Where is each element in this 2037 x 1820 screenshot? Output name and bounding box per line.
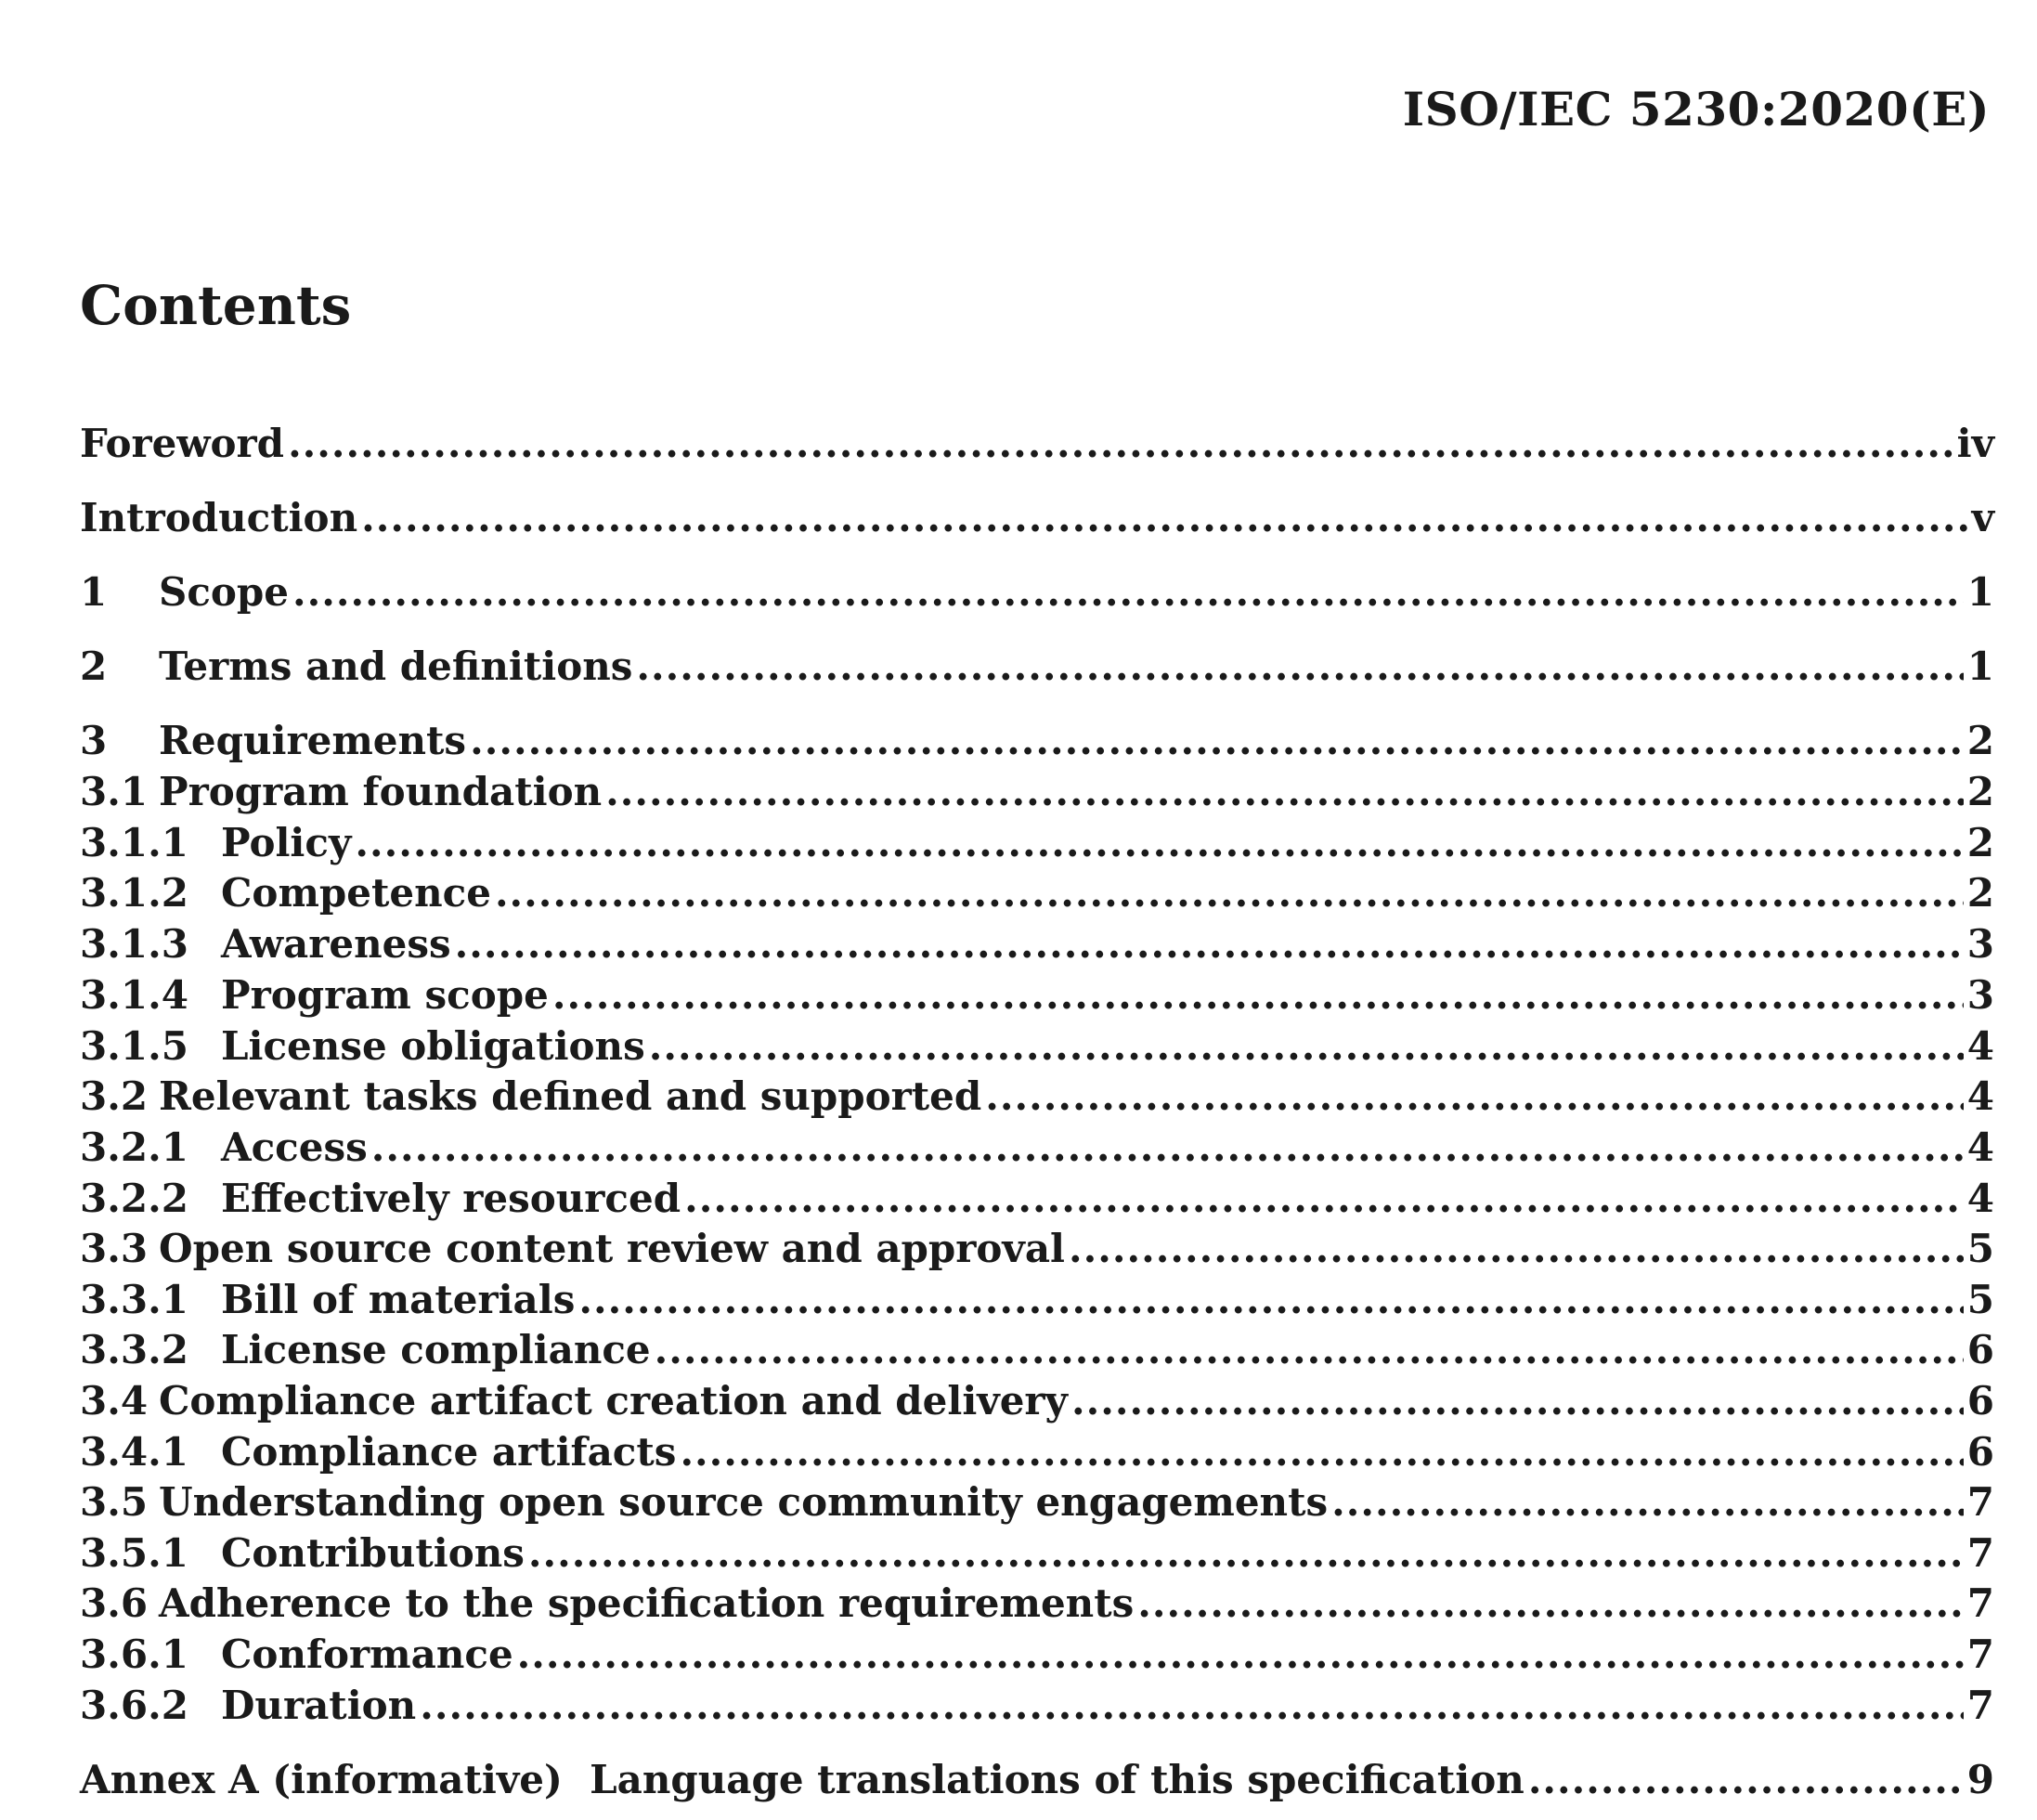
- dot-leader: [517, 1632, 1964, 1677]
- toc-entry-2[interactable]: [80, 644, 1994, 696]
- toc-entry-annex-a[interactable]: [80, 1757, 1994, 1809]
- toc-entry-3-6-1[interactable]: [80, 1632, 1994, 1684]
- toc-entry-3-6-2[interactable]: [80, 1683, 1994, 1735]
- toc-entry-number: 3.6.1: [80, 1632, 188, 1677]
- toc-entry-3-5[interactable]: [80, 1479, 1994, 1531]
- contents-heading: Contents: [80, 274, 352, 337]
- toc-entry-3-4[interactable]: [80, 1378, 1994, 1430]
- dot-leader: [528, 1530, 1964, 1576]
- toc-entry-number: 3.3: [80, 1226, 149, 1271]
- toc-entry-title: Effectively resourced: [221, 1176, 681, 1221]
- toc-entry-page: 5: [1966, 1277, 1994, 1322]
- toc-entry-title: Awareness: [221, 921, 451, 967]
- toc-entry-3-2-2[interactable]: [80, 1176, 1994, 1228]
- toc-entry-1[interactable]: [80, 569, 1994, 621]
- toc-entry-page: 9: [1966, 1757, 1994, 1802]
- dot-leader: [355, 820, 1963, 865]
- toc-entry-page: 3: [1966, 921, 1994, 967]
- toc-entry-number: 3.3.2: [80, 1327, 188, 1372]
- dot-leader: [1331, 1479, 1964, 1525]
- toc-entry-page: 2: [1966, 870, 1994, 916]
- toc-entry-page: iv: [1956, 421, 1994, 466]
- toc-entry-page: 2: [1966, 718, 1994, 763]
- toc-entry-3-3-1[interactable]: [80, 1277, 1994, 1329]
- toc-entry-page: 6: [1966, 1429, 1994, 1475]
- dot-leader: [292, 569, 1964, 615]
- dot-leader: [1069, 1226, 1964, 1271]
- toc-entry-number: 3.6: [80, 1580, 149, 1626]
- dot-leader: [371, 1124, 1964, 1170]
- toc-entry-number: 2: [80, 644, 108, 689]
- toc-entry-title: Duration: [221, 1683, 417, 1728]
- toc-entry-title: Policy: [221, 820, 352, 865]
- toc-entry-title: Compliance artifact creation and delivery: [159, 1378, 1068, 1424]
- dot-leader: [470, 718, 1964, 763]
- dot-leader: [684, 1176, 1964, 1221]
- dot-leader: [288, 421, 1953, 466]
- toc-entry-number: 3.1: [80, 769, 149, 814]
- toc-entry-number: 1: [80, 569, 108, 615]
- toc-entry-title: Annex A (informative) Language translations of this specification: [80, 1757, 1525, 1802]
- toc-entry-page: 4: [1966, 1073, 1994, 1119]
- toc-entry-number: 3.4.1: [80, 1429, 188, 1475]
- toc-entry-page: 7: [1966, 1580, 1994, 1626]
- toc-entry-number: 3.5.1: [80, 1530, 188, 1576]
- toc-entry-page: 3: [1966, 972, 1994, 1018]
- dot-leader: [636, 644, 1963, 689]
- toc-entry-page: 7: [1966, 1683, 1994, 1728]
- toc-entry-page: v: [1971, 495, 1994, 540]
- toc-entry-introduction[interactable]: [80, 495, 1994, 547]
- toc-entry-title: Requirements: [159, 718, 467, 763]
- toc-entry-number: 3.3.1: [80, 1277, 188, 1322]
- dot-leader: [985, 1073, 1964, 1119]
- toc-entry-title: Conformance: [221, 1632, 513, 1677]
- toc-entry-page: 6: [1966, 1378, 1994, 1424]
- toc-entry-title: Adherence to the specification requirements: [159, 1580, 1135, 1626]
- toc-entry-page: 7: [1966, 1530, 1994, 1576]
- dot-leader: [655, 1327, 1964, 1372]
- dot-leader: [680, 1429, 1963, 1475]
- toc-entry-number: 3.1.4: [80, 972, 188, 1018]
- dot-leader: [578, 1277, 1963, 1322]
- toc-entry-3-3-2[interactable]: [80, 1327, 1994, 1379]
- toc-entry-page: 4: [1966, 1124, 1994, 1170]
- toc-entry-page: 1: [1966, 569, 1994, 615]
- toc-entry-title: Relevant tasks defined and supported: [159, 1073, 982, 1119]
- toc-entry-title: Foreword: [80, 421, 285, 466]
- toc-entry-title: Terms and definitions: [159, 644, 633, 689]
- toc-entry-title: Program scope: [221, 972, 549, 1018]
- dot-leader: [420, 1683, 1964, 1728]
- toc-entry-3-1[interactable]: [80, 769, 1994, 821]
- toc-entry-page: 7: [1966, 1479, 1994, 1525]
- toc-entry-number: 3.6.2: [80, 1683, 188, 1728]
- toc-entry-3-1-1[interactable]: [80, 820, 1994, 872]
- toc-entry-title: License compliance: [221, 1327, 651, 1372]
- toc-entry-title: Introduction: [80, 495, 358, 540]
- dot-leader: [455, 921, 1964, 967]
- toc-entry-page: 4: [1966, 1023, 1994, 1069]
- toc-entry-foreword[interactable]: [80, 421, 1994, 473]
- toc-entry-title: Access: [221, 1124, 368, 1170]
- toc-entry-page: 2: [1966, 769, 1994, 814]
- toc-entry-number: 3.1.1: [80, 820, 188, 865]
- toc-entry-title: Open source content review and approval: [159, 1226, 1065, 1271]
- toc-entry-title: License obligations: [221, 1023, 645, 1069]
- toc-entry-3-6[interactable]: [80, 1580, 1994, 1632]
- dot-leader: [649, 1023, 1964, 1069]
- toc-entry-3-4-1[interactable]: [80, 1429, 1994, 1481]
- toc-entry-title: Competence: [221, 870, 491, 916]
- toc-entry-3-5-1[interactable]: [80, 1530, 1994, 1582]
- toc-entry-number: 3.5: [80, 1479, 149, 1525]
- toc-entry-3-2-1[interactable]: [80, 1124, 1994, 1176]
- toc-entry-title: Bill of materials: [221, 1277, 576, 1322]
- toc-entry-number: 3: [80, 718, 108, 763]
- document-id: ISO/IEC 5230:2020(E): [1402, 82, 1990, 136]
- toc-entry-3-1-2[interactable]: [80, 870, 1994, 922]
- dot-leader: [552, 972, 1964, 1018]
- toc-entry-number: 3.2: [80, 1073, 149, 1119]
- dot-leader: [1528, 1757, 1964, 1802]
- toc-entry-number: 3.1.5: [80, 1023, 188, 1069]
- dot-leader: [1071, 1378, 1964, 1424]
- toc-entry-3-2[interactable]: [80, 1073, 1994, 1125]
- dot-leader: [605, 769, 1964, 814]
- toc-entry-3-3[interactable]: [80, 1226, 1994, 1278]
- toc-entry-page: 5: [1966, 1226, 1994, 1271]
- toc-entry-title: Understanding open source community engagements: [159, 1479, 1329, 1525]
- toc-entry-page: 4: [1966, 1176, 1994, 1221]
- toc-entry-number: 3.2.2: [80, 1176, 188, 1221]
- dot-leader: [361, 495, 1967, 540]
- toc-entry-page: 2: [1966, 820, 1994, 865]
- toc-entry-number: 3.1.3: [80, 921, 188, 967]
- toc-entry-number: 3.2.1: [80, 1124, 188, 1170]
- toc-entry-title: Contributions: [221, 1530, 525, 1576]
- toc-entry-page: 7: [1966, 1632, 1994, 1677]
- toc-entry-page: 1: [1966, 644, 1994, 689]
- toc-entry-number: 3.1.2: [80, 870, 188, 916]
- toc-entry-title: Program foundation: [159, 769, 603, 814]
- dot-leader: [495, 870, 1964, 916]
- toc-entry-3-1-5[interactable]: [80, 1023, 1994, 1075]
- toc-entry-page: 6: [1966, 1327, 1994, 1372]
- dot-leader: [1137, 1580, 1964, 1626]
- toc-entry-number: 3.4: [80, 1378, 149, 1424]
- toc-entry-3-1-3[interactable]: [80, 921, 1994, 973]
- toc-entry-title: Scope: [159, 569, 290, 615]
- toc-entry-3[interactable]: [80, 718, 1994, 770]
- toc-entry-3-1-4[interactable]: [80, 972, 1994, 1024]
- toc-entry-title: Compliance artifacts: [221, 1429, 677, 1475]
